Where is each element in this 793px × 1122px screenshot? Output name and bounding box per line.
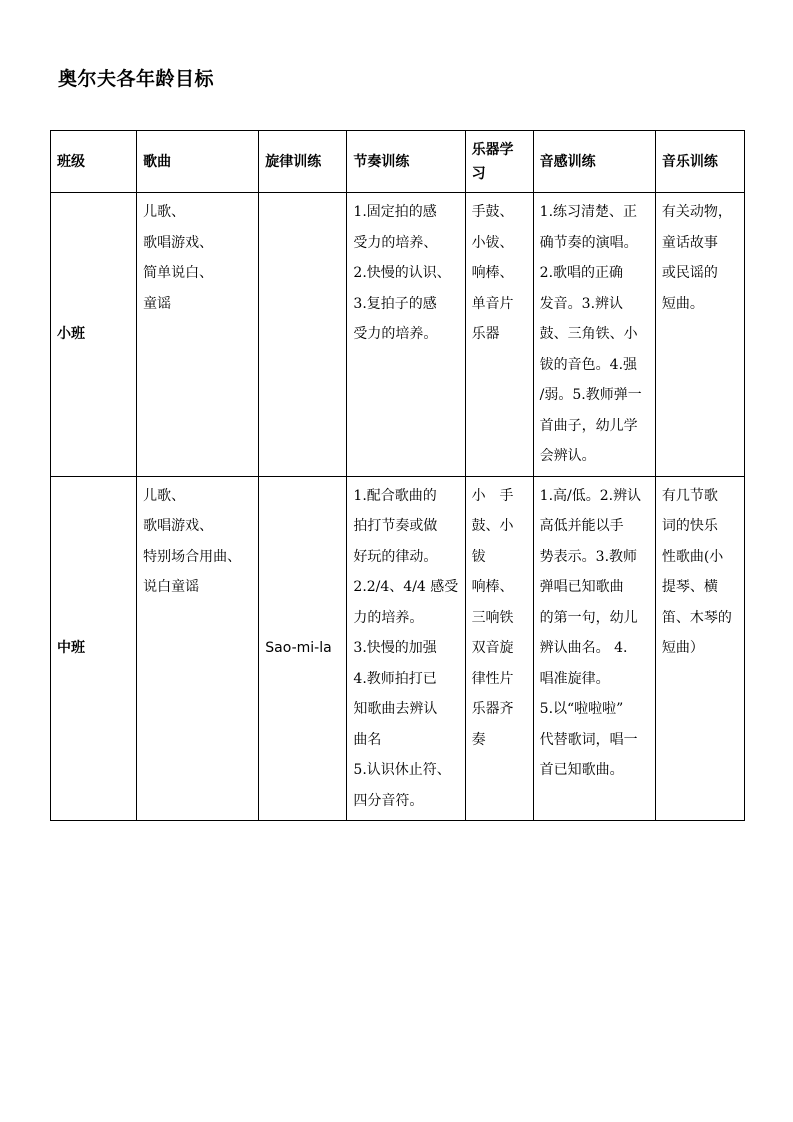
cell-line: 儿歌、 bbox=[143, 204, 186, 220]
cell-line: 短曲） bbox=[661, 640, 704, 656]
header-grade: 班级 bbox=[51, 131, 137, 193]
cell-line: 笛、木琴的 bbox=[661, 609, 732, 626]
cell-line: 有几节歌 bbox=[661, 487, 718, 504]
cell-line: 5.以“啦啦啦” bbox=[539, 701, 624, 717]
header-rhythm: 节奏训练 bbox=[347, 131, 465, 193]
cell-line: 首已知歌曲。 bbox=[539, 762, 624, 778]
cell-line: 2.2/4、4/4 感受 bbox=[353, 579, 459, 595]
cell-line: 鼓、小 bbox=[471, 518, 514, 534]
cell-line: 4.教师拍打已 bbox=[353, 670, 437, 687]
cell-line: 响棒、 bbox=[471, 265, 514, 281]
cell-line: 乐器齐 bbox=[471, 701, 514, 717]
cell-line: 2.快慢的认识、 bbox=[353, 265, 451, 281]
header-songs: 歌曲 bbox=[137, 131, 259, 193]
cell-line: 单音片 bbox=[471, 295, 514, 312]
cell-line: 提琴、横 bbox=[661, 579, 718, 595]
rhythm-cell bbox=[347, 476, 465, 821]
cell-line: 5.认识休止符、 bbox=[353, 762, 451, 778]
songs-cell bbox=[137, 476, 259, 821]
cell-line: 1.固定拍的感 bbox=[353, 204, 437, 220]
cell-line: 钹 bbox=[471, 548, 486, 565]
grade-cell: 中班 bbox=[51, 476, 137, 821]
header-music: 音乐训练 bbox=[655, 131, 744, 193]
cell-line: 歌唱游戏、 bbox=[143, 518, 214, 534]
music-cell bbox=[655, 476, 744, 821]
cell-line: 简单说白、 bbox=[143, 265, 214, 281]
cell-line: 双音旋 bbox=[471, 640, 514, 656]
age-goals-table bbox=[50, 130, 745, 821]
cell-line: 特别场合用曲、 bbox=[143, 548, 242, 565]
cell-line: 拍打节奏或做 bbox=[353, 518, 438, 534]
cell-line: 手鼓、 bbox=[471, 204, 514, 220]
table-row bbox=[51, 476, 745, 821]
cell-line: 短曲。 bbox=[661, 295, 704, 312]
cell-line: 响棒、 bbox=[471, 579, 514, 595]
cell-line: 3.复拍子的感 bbox=[353, 295, 437, 312]
songs-cell bbox=[137, 193, 259, 477]
cell-line: 奏 bbox=[471, 731, 486, 748]
cell-line: 发音。3.辨认 bbox=[539, 295, 624, 312]
cell-line: 3.快慢的加强 bbox=[353, 640, 437, 656]
cell-line: 钹的音色。4.强 bbox=[539, 356, 638, 373]
cell-line: 弹唱已知歌曲 bbox=[539, 579, 624, 595]
cell-line: 有关动物， bbox=[661, 204, 732, 220]
cell-line: 说白童谣 bbox=[143, 579, 200, 595]
cell-line: 小 手 bbox=[471, 487, 514, 504]
melody-cell bbox=[259, 193, 347, 477]
cell-line: 高低并能以手 bbox=[539, 518, 624, 534]
cell-line: 三响铁 bbox=[471, 609, 514, 626]
cell-line: 受力的培养、 bbox=[353, 234, 438, 251]
cell-line: 1.练习清楚、正 bbox=[539, 204, 638, 220]
cell-line: 儿歌、 bbox=[143, 487, 186, 504]
cell-line: 的第一句，幼儿 bbox=[539, 609, 638, 626]
cell-line: 曲名 bbox=[353, 731, 382, 748]
rhythm-cell bbox=[347, 193, 465, 477]
cell-line: 代替歌词，唱一 bbox=[539, 731, 638, 748]
cell-line: 或民谣的 bbox=[661, 265, 718, 281]
grade-cell: 小班 bbox=[51, 193, 137, 477]
header-melody: 旋律训练 bbox=[259, 131, 347, 193]
cell-line: 性歌曲(小 bbox=[661, 548, 724, 565]
cell-line: 好玩的律动。 bbox=[353, 548, 438, 565]
cell-line: 童谣 bbox=[143, 295, 172, 312]
cell-line: 力的培养。 bbox=[353, 609, 424, 626]
header-pitch: 音感训练 bbox=[533, 131, 655, 193]
cell-line: 1.配合歌曲的 bbox=[353, 487, 437, 504]
cell-line: 乐器 bbox=[471, 326, 500, 342]
cell-line: 会辨认。 bbox=[539, 448, 596, 464]
cell-line: 词的快乐 bbox=[661, 518, 718, 534]
instrument-cell bbox=[465, 476, 533, 821]
table-row bbox=[51, 193, 745, 477]
cell-line: 势表示。3.教师 bbox=[539, 548, 638, 565]
cell-line: 知歌曲去辨认 bbox=[353, 701, 438, 717]
cell-line: 1.高/低。2.辨认 bbox=[539, 487, 642, 504]
pitch-cell bbox=[533, 193, 655, 477]
page-title: 奥尔夫各年龄目标 bbox=[58, 68, 215, 90]
header-row bbox=[51, 131, 745, 193]
pitch-cell bbox=[533, 476, 655, 821]
melody-cell: Sao-mi-la bbox=[259, 476, 347, 821]
cell-line: 四分音符。 bbox=[353, 792, 424, 809]
cell-line: 2.歌唱的正确 bbox=[539, 265, 624, 281]
cell-line: 小钹、 bbox=[471, 234, 514, 251]
instrument-cell bbox=[465, 193, 533, 477]
cell-line: 童话故事 bbox=[661, 234, 718, 251]
cell-line: 鼓、三角铁、小 bbox=[539, 326, 638, 342]
cell-line: 歌唱游戏、 bbox=[143, 234, 214, 251]
music-cell bbox=[655, 193, 744, 477]
cell-line: 确节奏的演唱。 bbox=[539, 234, 638, 251]
cell-line: 首曲子，幼儿学 bbox=[539, 417, 638, 434]
cell-line: 辨认曲名。 4. bbox=[539, 640, 628, 656]
header-instrument: 乐器学习 bbox=[465, 131, 533, 193]
cell-line: 受力的培养。 bbox=[353, 326, 438, 342]
cell-line: /弱。5.教师弹一 bbox=[539, 387, 642, 403]
cell-line: 唱准旋律。 bbox=[539, 670, 610, 687]
cell-line: 律性片 bbox=[471, 670, 514, 687]
